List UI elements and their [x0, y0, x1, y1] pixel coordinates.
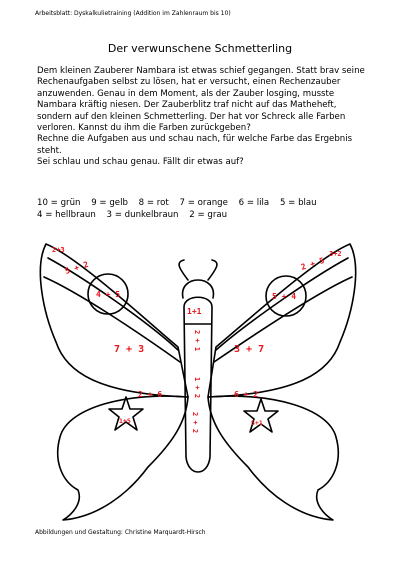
legend-entry: 7 = orange: [179, 198, 228, 208]
left-lower-wing: [58, 396, 188, 520]
legend-entry: 8 = rot: [138, 198, 169, 208]
legend-entry: 9 = gelb: [91, 198, 128, 208]
task-left-tip: 2+3: [52, 246, 65, 254]
color-legend: [37, 197, 325, 221]
task-body-2: 2 + 1: [193, 330, 201, 352]
antenna-icon: [208, 260, 217, 280]
task-right-star: 5+1: [251, 419, 263, 427]
task-left-lower: 2 + 6: [138, 390, 163, 399]
story-paragraph: Rechne die Aufgaben aus und schau nach, für welche Farbe das Ergebnis steht.: [37, 134, 353, 156]
task-left-mid: 7 + 3: [114, 344, 145, 355]
page-title: Der verwunschene Schmetterling: [107, 42, 293, 55]
task-body-1: 1+1: [187, 307, 202, 316]
antenna-icon: [179, 260, 188, 280]
legend-row: [37, 197, 325, 209]
task-right-band: 2 + 5: [299, 255, 326, 272]
task-right-mid: 3 + 7: [234, 344, 265, 355]
credits-footer: Abbildungen und Gestaltung: Christine Marquardt-Hirsch: [35, 529, 206, 536]
story-text: [37, 66, 367, 169]
task-right-tip: 3+2: [329, 250, 342, 258]
star-icon: [244, 399, 278, 432]
butterfly-drawing: [38, 232, 362, 522]
task-left-star: 1+5: [119, 417, 131, 425]
legend-entry: 10 = grün: [37, 198, 81, 208]
task-right-lower: 6 + 2: [234, 390, 259, 399]
story-paragraph: Dem kleinen Zauberer Nambara ist etwas schief gegangen. Statt brav seine Rechenaufgaben selbst zu lösen, hat er versucht, einen Rechenzauber anzuwenden. Genau in dem Moment, als der Zauber losging, musste Nambara kräftig niesen. Der Zauberblitz traf nicht auf das Matheheft, sondern auf den kleinen Schmetterling. Der hat vor Schreck alle Farben verloren. Kannst du ihm die Farben zurückgeben?: [37, 66, 365, 134]
task-left-circle: 4 + 5: [96, 290, 121, 299]
task-right-circle: 5 + 4: [272, 292, 297, 301]
butterfly-head: [183, 280, 214, 298]
worksheet-header: Arbeitsblatt: Dyskalkulietraining (Addition im Zahlenraum bis 10): [35, 10, 231, 17]
task-body-3: 1 + 2: [193, 377, 201, 399]
legend-entry: 4 = hellbraun: [37, 210, 96, 220]
legend-entry: 3 = dunkelbraun: [106, 210, 179, 220]
legend-entry: 5 = blau: [279, 198, 317, 208]
story-paragraph: Sei schlau und schau genau. Fällt dir etwas auf?: [37, 157, 244, 168]
task-body-4: 2 + 2: [191, 412, 199, 434]
legend-row: [37, 209, 325, 221]
legend-entry: 6 = lila: [238, 198, 270, 208]
right-wing-band: [216, 255, 348, 350]
task-left-band: 5 + 2: [63, 259, 90, 276]
legend-entry: 2 = grau: [189, 210, 228, 220]
